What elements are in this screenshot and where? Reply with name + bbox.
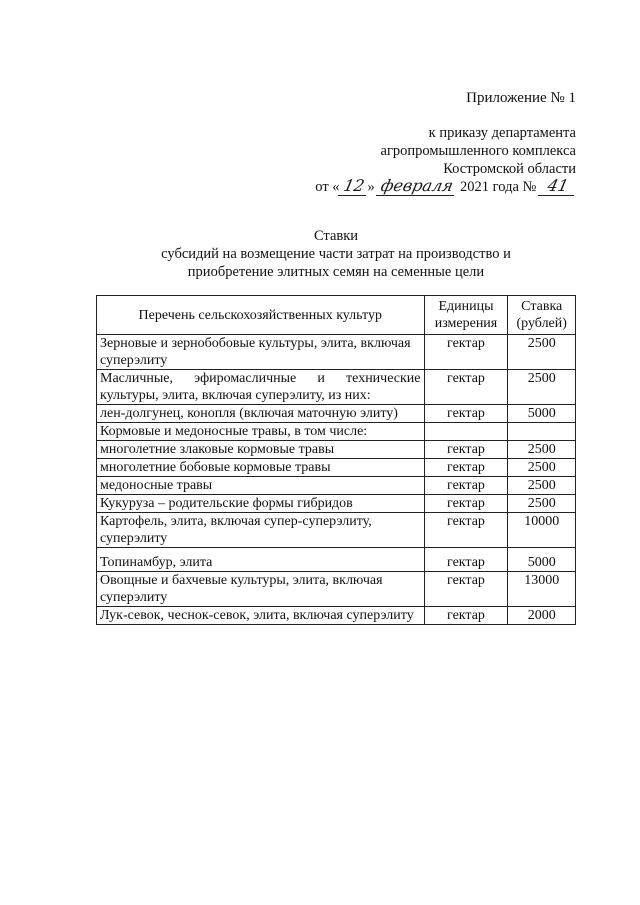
rate-cell: 5000 [508,405,576,423]
handwritten-order-number: 41 [538,176,578,196]
crop-name: Кормовые и медоносные травы, в том числе: [97,423,425,441]
date-mid: » [367,179,375,195]
table-row [97,495,576,513]
table-row [97,477,576,495]
rate-cell: 2500 [508,495,576,513]
unit-cell: гектар [424,335,508,370]
title-line: Ставки [313,228,359,244]
rate-cell: 2000 [508,607,576,625]
crop-name: Топинамбур, элита [97,548,425,572]
table-row [97,607,576,625]
rate-cell: 5000 [508,548,576,572]
crop-name: многолетние бобовые кормовые травы [97,459,425,477]
table-row [97,572,576,607]
unit-cell: гектар [424,477,508,495]
crop-name: лен-долгунец, конопля (включая маточную элиту) [97,405,425,423]
order-line: к приказу департамента [428,125,576,141]
date-prefix: от « [315,179,340,195]
rate-cell: 2500 [508,370,576,405]
rate-cell: 2500 [508,335,576,370]
unit-cell: гектар [424,441,508,459]
header-unit: Единицы измерения [424,296,508,335]
date-year: 2021 года № [460,179,537,195]
crop-name: Зерновые и зернобобовые культуры, элита, включая суперэлиту [97,335,425,370]
crop-name: Кукуруза – родительские формы гибридов [97,495,425,513]
annex-number: Приложение № 1 [466,90,576,106]
crop-name: Лук-севок, чеснок-севок, элита, включая суперэлиту [97,607,425,625]
table-row [97,548,576,572]
unit-cell: гектар [424,548,508,572]
table-header-row [97,296,576,335]
unit-cell: гектар [424,459,508,477]
crop-name: медоносные травы [97,477,425,495]
document-title [96,227,576,281]
table-row [97,459,576,477]
unit-cell: гектар [424,572,508,607]
unit-cell: гектар [424,607,508,625]
rate-cell [508,423,576,441]
handwritten-day: 12 [337,176,369,196]
crop-name: Масличные, эфиромасличные и технические культуры, элита, включая суперэлиту, из них: [97,370,425,405]
table-row [97,405,576,423]
crop-name: Овощные и бахчевые культуры, элита, включая суперэлиту [97,572,425,607]
unit-cell [424,423,508,441]
unit-cell: гектар [424,405,508,423]
rate-cell: 2500 [508,477,576,495]
rate-cell: 2500 [508,441,576,459]
order-line: Костромской области [443,161,576,177]
table-row [97,441,576,459]
order-line: агропромышленного комплекса [380,143,576,159]
order-date-line [315,176,576,196]
rate-cell: 10000 [508,513,576,548]
unit-cell: гектар [424,370,508,405]
table-row [97,513,576,548]
rates-table [96,295,576,625]
unit-cell: гектар [424,495,508,513]
table-row [97,370,576,405]
rate-cell: 2500 [508,459,576,477]
crop-name: многолетние злаковые кормовые травы [97,441,425,459]
header-crop-list: Перечень сельскохозяйственных культур [97,296,425,335]
title-line: субсидий на возмещение части затрат на производство и [161,246,511,262]
header-rate: Ставка (рублей) [508,296,576,335]
title-line: приобретение элитных семян на семенные цели [187,264,485,280]
rate-cell: 13000 [508,572,576,607]
handwritten-month: февраля [376,176,458,196]
crop-name: Картофель, элита, включая супер-суперэлиту, суперэлиту [97,513,425,548]
order-reference [381,124,576,178]
unit-cell: гектар [424,513,508,548]
table-row [97,335,576,370]
table-row [97,423,576,441]
